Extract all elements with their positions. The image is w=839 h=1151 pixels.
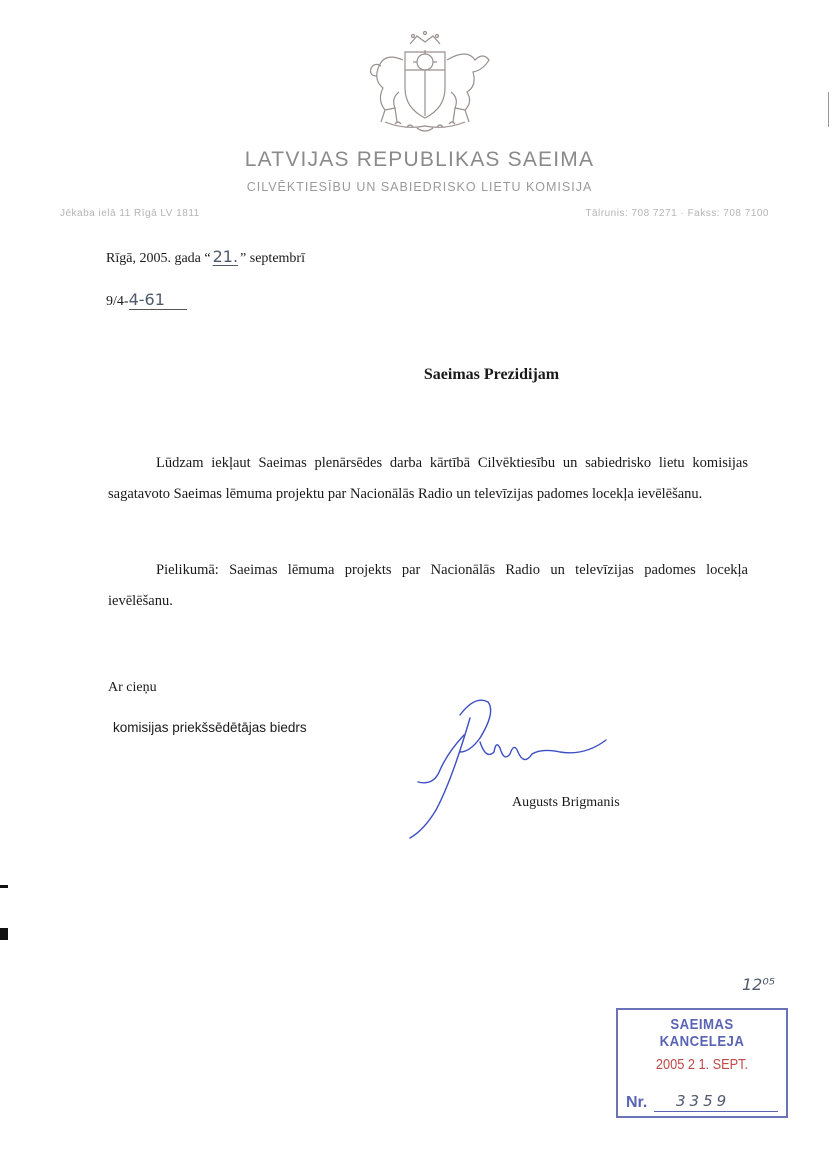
- closing-greeting: Ar cieņu: [108, 680, 157, 695]
- signer-role: komisijas priekšsēdētājas biedrs: [113, 720, 307, 735]
- stamp-nr-underline: [654, 1111, 778, 1112]
- dateline-open-quote: “: [204, 251, 211, 266]
- addressee: Saeimas Prezidijam: [423, 366, 560, 383]
- institution-name: LATVIJAS REPUBLIKAS SAEIMA: [244, 148, 595, 171]
- stamp-date: 2005 2 1. SEPT.: [655, 1056, 749, 1073]
- registry-stamp: [616, 1008, 788, 1118]
- stamp-title: SAEIMAS KANCELEJA: [659, 1016, 745, 1050]
- reference-prefix: 9/4-: [106, 294, 129, 309]
- dateline: [106, 247, 305, 267]
- committee-name: CILVĒKTIESĪBU UN SABIEDRISKO LIETU KOMISIJA: [246, 180, 593, 194]
- scan-artifact: [828, 92, 829, 127]
- scan-artifact: [0, 928, 8, 940]
- handwritten-signature: [400, 690, 615, 845]
- scan-artifact: [0, 885, 8, 888]
- stamp-nr-label: Nr.: [626, 1094, 648, 1111]
- phone-fax: Tālrunis: 708 7271 · Fakss: 708 7100: [585, 208, 769, 219]
- dateline-close-quote: ”: [240, 251, 247, 266]
- coat-of-arms-emblem: [355, 30, 495, 135]
- dateline-prefix: Rīgā, 2005. gada: [106, 251, 205, 266]
- stamp-nr-value: 3359: [676, 1092, 731, 1110]
- address: Jēkaba ielā 11 Rīgā LV 1811: [60, 208, 200, 219]
- handwritten-time-note: 12⁰⁵: [742, 975, 776, 994]
- reference-handwritten: 4-61: [129, 290, 187, 310]
- dateline-day: 21.: [212, 247, 239, 266]
- body-paragraph: Lūdzam iekļaut Saeimas plenārsēdes darba kārtībā Cilvēktiesību un sabiedrisko lietu komisijas sagatavoto Saeimas lēmuma projektu par Nacionālās Radio un televīzijas padomes locekļa ievēlēšanu.: [108, 455, 748, 502]
- signer-name: Augusts Brigmanis: [512, 795, 620, 810]
- attachment-paragraph: Pielikumā: Saeimas lēmuma projekts par Nacionālās Radio un televīzijas padomes locekļa ievēlēšanu.: [108, 562, 748, 609]
- reference-number: [106, 290, 187, 310]
- dateline-month: septembrī: [246, 251, 305, 266]
